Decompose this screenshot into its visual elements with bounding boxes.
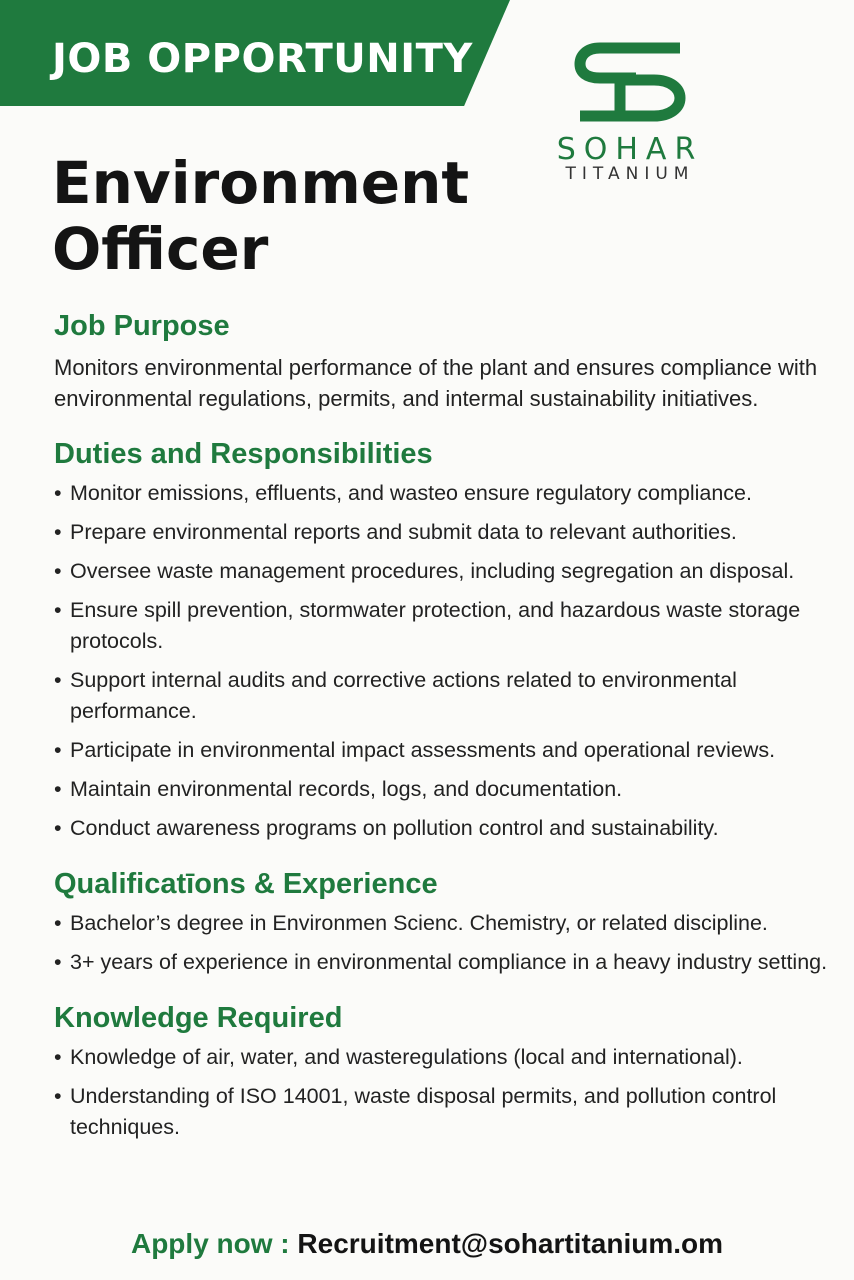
apply-label: Apply now : — [130, 1228, 298, 1259]
knowledge-heading: Knowledge Required — [54, 1002, 343, 1034]
knowledge-list — [54, 1042, 844, 1143]
list-item: • Oversee waste management procedures, including segregation an disposal. — [54, 556, 844, 587]
job-purpose-section — [54, 308, 844, 414]
list-item: • Monitor emissions, effluents, and wasteo ensure regulatory compliance. — [54, 478, 844, 509]
list-item: • Prepare environmental reports and submit data to relevant authorities. — [54, 517, 844, 548]
list-item: • Conduct awareness programs on pollution control and sustainability. — [54, 813, 844, 844]
list-item: • Maintain environmental records, logs, and documentation. — [54, 774, 844, 805]
banner-title: JOB OPPORTUNITY — [52, 36, 473, 82]
list-item: • Support internal audits and corrective actions related to environmental performance. — [54, 665, 844, 727]
list-item: • Bachelor’s degree in Environmen Scienc. Chemistry, or related discipline. — [54, 908, 844, 939]
apply-line — [0, 1228, 854, 1260]
qualifications-list — [54, 908, 844, 978]
qualifications-heading: Qualificatīons & Experience — [54, 868, 438, 900]
list-item: • Understanding of ISO 14001, waste disposal permits, and pollution control techniques. — [54, 1081, 844, 1143]
list-item: • Ensure spill prevention, stormwater protection, and hazardous waste storage protocols. — [54, 595, 844, 657]
logo-subtitle: TITANIUM — [565, 164, 695, 184]
job-title — [52, 150, 469, 282]
list-item: • Knowledge of air, water, and wasteregulations (local and international). — [54, 1042, 844, 1073]
duties-section — [54, 436, 844, 844]
sohar-titanium-logo-icon — [572, 40, 688, 124]
job-title-line-1: Environment — [52, 149, 470, 217]
apply-email-link[interactable]: Recruitment@sohartitanium.om — [297, 1228, 723, 1259]
job-title-line-2: Officer — [52, 215, 269, 283]
job-purpose-heading: Job Purpose — [54, 310, 230, 342]
logo-name: SOHAR — [556, 132, 704, 167]
knowledge-section — [54, 1000, 844, 1143]
qualifications-section — [54, 866, 844, 978]
job-purpose-text: Monitors environmental performance of the plant and ensures compliance with environmental regulations, permits, and intermal sustainability initiatives. — [54, 355, 818, 411]
job-details — [54, 308, 844, 1151]
duties-list — [54, 478, 844, 844]
duties-heading: Duties and Responsibilities — [54, 438, 433, 470]
list-item: • Participate in environmental impact assessments and operational reviews. — [54, 735, 844, 766]
company-logo — [530, 40, 730, 190]
list-item: • 3+ years of experience in environmental compliance in a heavy industry setting. — [54, 947, 844, 978]
